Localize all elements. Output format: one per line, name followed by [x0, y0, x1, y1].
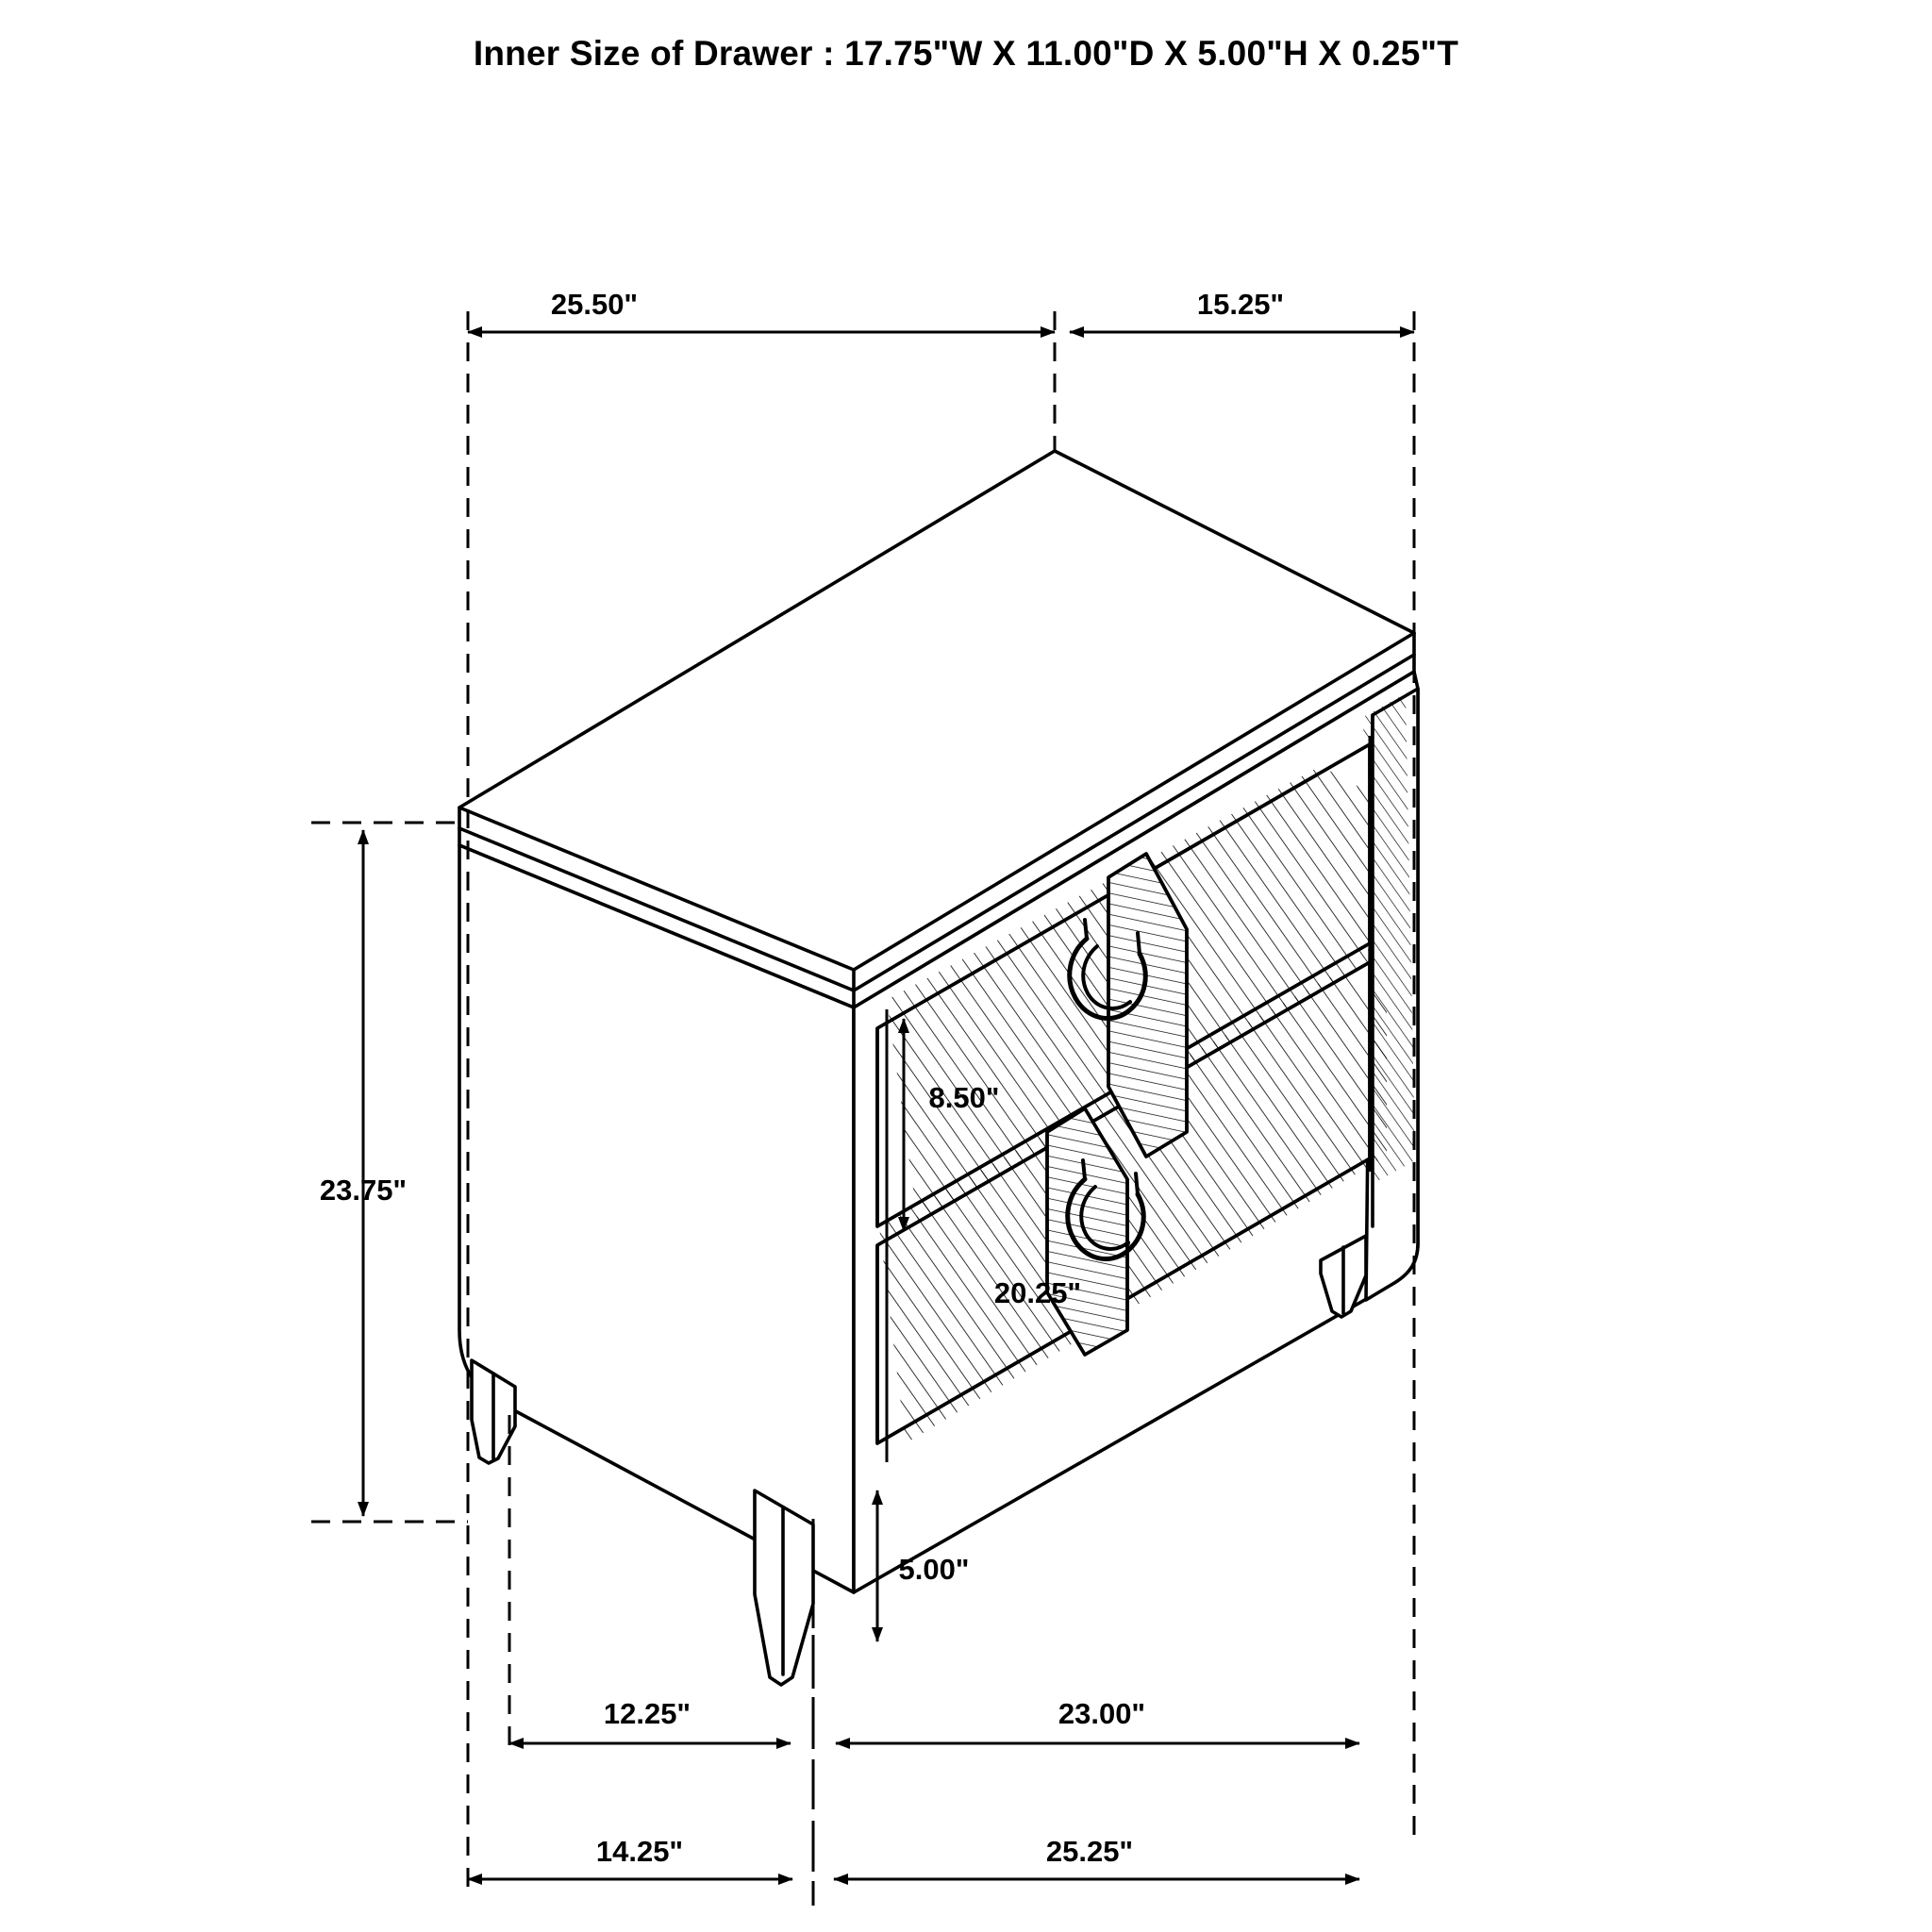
dim-label-bottom-outer-left: 14.25" — [595, 1835, 684, 1868]
dim-label-top-right-width: 15.25" — [1196, 288, 1285, 321]
dim-label-bottom-outer-right: 25.25" — [1045, 1835, 1134, 1868]
page-title: Inner Size of Drawer : 17.75"W X 11.00"D X 5.00"H X 0.25"T — [473, 34, 1459, 73]
dim-label-drawer-width: 20.25" — [993, 1276, 1082, 1309]
dim-label-leg-height: 5.00" — [898, 1553, 970, 1586]
dim-label-left-height: 23.75" — [319, 1174, 408, 1207]
dim-label-top-left-width: 25.50" — [550, 288, 639, 321]
dim-label-drawer-height: 8.50" — [928, 1081, 1000, 1114]
dim-label-bottom-inner-left: 12.25" — [603, 1697, 691, 1730]
dim-label-bottom-inner-right: 23.00" — [1058, 1697, 1146, 1730]
